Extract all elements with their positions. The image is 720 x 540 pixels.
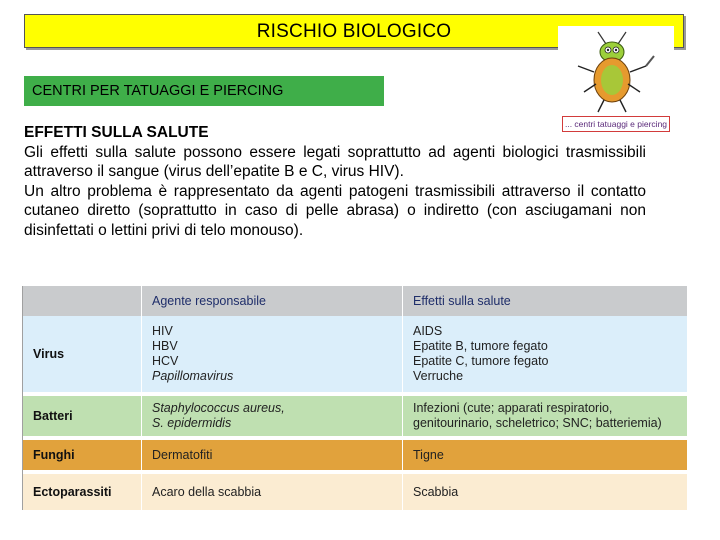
paragraph: Un altro problema è rappresentato da agenti patogeni trasmissibili attraverso il contatto cutaneo diretto (soprattutto in caso di pelle abrasa) o indiretto (con asciugamani non disinfettati o lettini privi di telo monouso). xyxy=(24,182,646,239)
agent-cell xyxy=(142,316,403,392)
agent-item: S. epidermidis xyxy=(152,416,232,430)
table-header-cell: Agente responsabile xyxy=(142,286,403,316)
effect-item: genitourinario, scheletrico; SNC; batteriemia) xyxy=(413,416,662,430)
agent-cell: Acaro della scabbia xyxy=(142,474,403,510)
paragraph: Gli effetti sulla salute possono essere legati soprattutto ad agenti biologici trasmissibili attraverso il sangue (virus dell’epatite B e C, virus HIV). xyxy=(24,143,646,180)
row-name: Virus xyxy=(23,316,142,392)
effect-item: Verruche xyxy=(413,369,464,383)
effect-item: Epatite B, tumore fegato xyxy=(413,339,548,353)
table-header-cell: Effetti sulla salute xyxy=(403,286,688,316)
section-title: CENTRI PER TATUAGGI E PIERCING xyxy=(32,83,284,99)
health-effects-table xyxy=(22,286,688,510)
page-title: RISCHIO BIOLOGICO xyxy=(256,21,452,42)
effect-cell xyxy=(403,396,688,436)
health-effects-text xyxy=(24,123,646,240)
table-row xyxy=(23,396,688,436)
table-row xyxy=(23,316,688,392)
agent-item: HBV xyxy=(152,339,178,353)
agent-cell xyxy=(142,396,403,436)
effect-cell: Scabbia xyxy=(403,474,688,510)
text-heading: EFFETTI SULLA SALUTE xyxy=(24,124,209,141)
row-name: Ectoparassiti xyxy=(23,474,142,510)
row-name: Funghi xyxy=(23,440,142,470)
effect-item: Infezioni (cute; apparati respiratorio, xyxy=(413,401,613,415)
tattoo-bug-mascot-icon xyxy=(558,26,674,116)
section-banner xyxy=(24,76,384,106)
table-row xyxy=(23,440,688,470)
agent-item: Papillomavirus xyxy=(152,369,234,383)
effect-cell xyxy=(403,316,688,392)
row-name: Batteri xyxy=(23,396,142,436)
agent-item: HIV xyxy=(152,324,173,338)
effect-item: AIDS xyxy=(413,324,443,338)
agent-item: Staphylococcus aureus, xyxy=(152,401,285,415)
table-row xyxy=(23,474,688,510)
effect-cell: Tigne xyxy=(403,440,688,470)
table-header-cell xyxy=(23,286,142,316)
table-header-row xyxy=(23,286,688,316)
logo xyxy=(558,26,674,136)
agent-cell: Dermatofiti xyxy=(142,440,403,470)
agent-item: HCV xyxy=(152,354,179,368)
effect-item: Epatite C, tumore fegato xyxy=(413,354,549,368)
logo-caption: ... centri tatuaggi e piercing xyxy=(562,116,670,132)
